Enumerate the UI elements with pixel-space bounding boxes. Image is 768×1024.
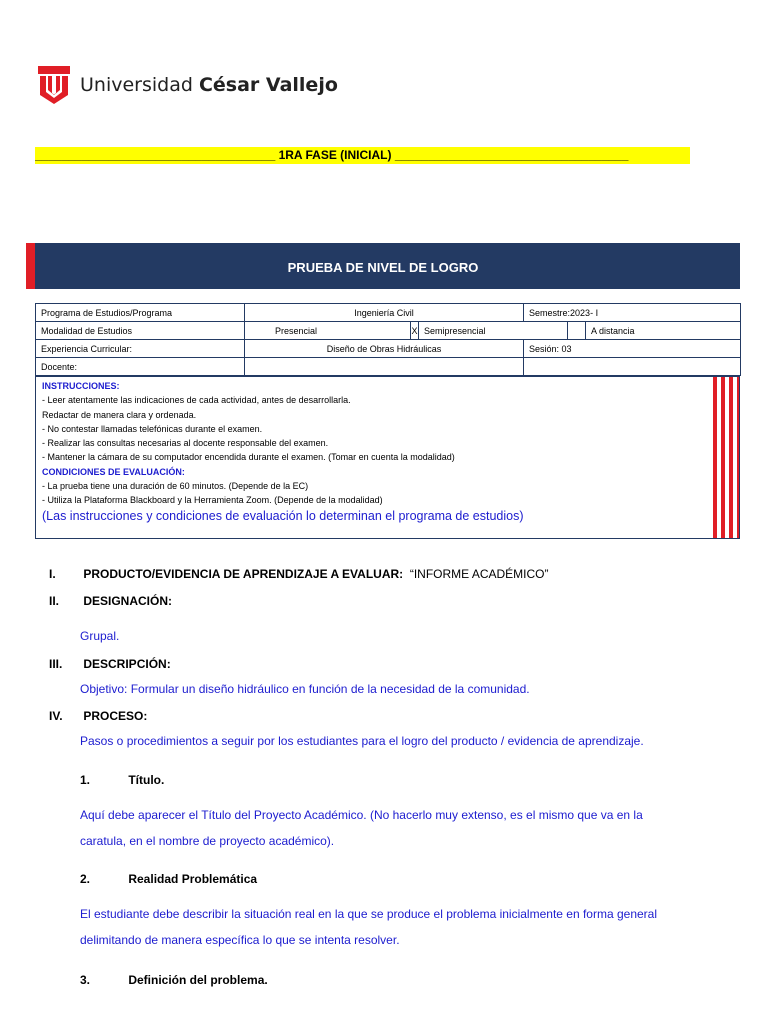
title-banner	[26, 243, 740, 289]
modalidad-label: Modalidad de Estudios	[36, 322, 245, 340]
section-title: DESIGNACIÓN:	[83, 594, 173, 608]
university-logo	[38, 66, 338, 104]
section-value: “INFORME ACADÉMICO”	[409, 567, 549, 581]
sesion-value: Sesión: 03	[524, 340, 741, 358]
process-text: Pasos o procedimientos a seguir por los estudiantes para el logro del producto / evidencia de aprendizaje.	[80, 734, 644, 748]
subsection-3	[80, 973, 268, 987]
table-row	[36, 322, 741, 340]
subsection-title: Realidad Problemática	[128, 872, 258, 886]
list-item: - Mantener la cámara de su computador encendida durante el examen. (Tomar en cuenta la modalidad)	[42, 452, 455, 463]
info-table	[35, 303, 741, 376]
subsection-title: Título.	[128, 773, 165, 787]
page-title: PRUEBA DE NIVEL DE LOGRO	[287, 260, 479, 275]
logo-text-bold: César Vallejo	[198, 74, 338, 96]
conditions-heading: CONDICIONES DE EVALUACIÓN:	[42, 466, 185, 477]
table-row	[36, 304, 741, 322]
docente-label: Docente:	[36, 358, 245, 376]
instructions-box	[35, 376, 740, 539]
section-number: II.	[49, 594, 60, 608]
experiencia-label: Experiencia Curricular:	[36, 340, 245, 358]
section-2	[49, 594, 172, 608]
experiencia-value: Diseño de Obras Hidráulicas	[245, 340, 524, 358]
subsection-2-text: El estudiante debe describir la situación real en la que se produce el problema inicialmente en forma general	[80, 907, 658, 921]
subsection-number: 1.	[80, 773, 91, 787]
list-item: - Utiliza la Plataforma Blackboard y la Herramienta Zoom. (Depende de la modalidad)	[42, 495, 383, 506]
distancia-option: A distancia	[586, 322, 741, 340]
list-item: Redactar de manera clara y ordenada.	[42, 409, 197, 420]
subsection-1-text: Aquí debe aparecer el Título del Proyecto Académico. (No hacerlo muy extenso, es el mismo que va en la	[80, 808, 643, 822]
semipresencial-option: Semipresencial	[419, 322, 568, 340]
objective-text: Objetivo: Formular un diseño hidráulico en función de la necesidad de la comunidad.	[80, 682, 530, 696]
distancia-mark	[568, 322, 586, 340]
docente-value	[245, 358, 524, 376]
section-number: III.	[49, 657, 63, 671]
section-3	[49, 657, 171, 671]
list-item: - Realizar las consultas necesarias al docente responsable del examen.	[42, 438, 329, 449]
section-number: IV.	[49, 709, 63, 723]
section-number: I.	[49, 567, 56, 581]
subsection-1	[80, 773, 164, 787]
section-title: DESCRIPCIÓN:	[83, 657, 171, 671]
subsection-2	[80, 872, 257, 886]
list-item: - Leer atentamente las indicaciones de cada actividad, antes de desarrollarla.	[42, 395, 351, 406]
decorative-stripes	[713, 377, 739, 538]
phase-banner: ____________________________________ 1RA FASE (INICIAL) ___________________________________	[35, 147, 690, 164]
programa-value: Ingeniería Civil	[245, 304, 524, 322]
semestre-value: Semestre:2023- I	[524, 304, 741, 322]
section-4	[49, 709, 147, 723]
programa-label: Programa de Estudios/Programa	[36, 304, 245, 322]
ucv-shield-icon	[38, 66, 70, 104]
subsection-title: Definición del problema.	[128, 973, 268, 987]
section-title: PRODUCTO/EVIDENCIA DE APRENDIZAJE A EVALUAR:	[83, 567, 404, 581]
subsection-number: 2.	[80, 872, 91, 886]
logo-text-light: Universidad	[80, 74, 193, 96]
presencial-mark: X	[411, 322, 419, 340]
table-row	[36, 340, 741, 358]
instructions-heading: INSTRUCCIONES:	[42, 381, 120, 391]
list-item: - La prueba tiene una duración de 60 minutos. (Depende de la EC)	[42, 481, 309, 492]
instructions-note: (Las instrucciones y condiciones de evaluación lo determinan el programa de estudios)	[42, 508, 524, 523]
subsection-2-text: delimitando de manera específica lo que se intenta resolver.	[80, 933, 400, 947]
logo-wordmark	[80, 74, 338, 96]
designation-value: Grupal.	[80, 629, 120, 643]
subsection-1-text: caratula, en el nombre de proyecto académico).	[80, 834, 335, 848]
section-1	[49, 567, 549, 581]
list-item: - No contestar llamadas telefónicas durante el examen.	[42, 423, 263, 434]
presencial-option: Presencial	[245, 322, 411, 340]
table-row	[36, 358, 741, 376]
docente-extra	[524, 358, 741, 376]
subsection-number: 3.	[80, 973, 91, 987]
section-title: PROCESO:	[83, 709, 148, 723]
